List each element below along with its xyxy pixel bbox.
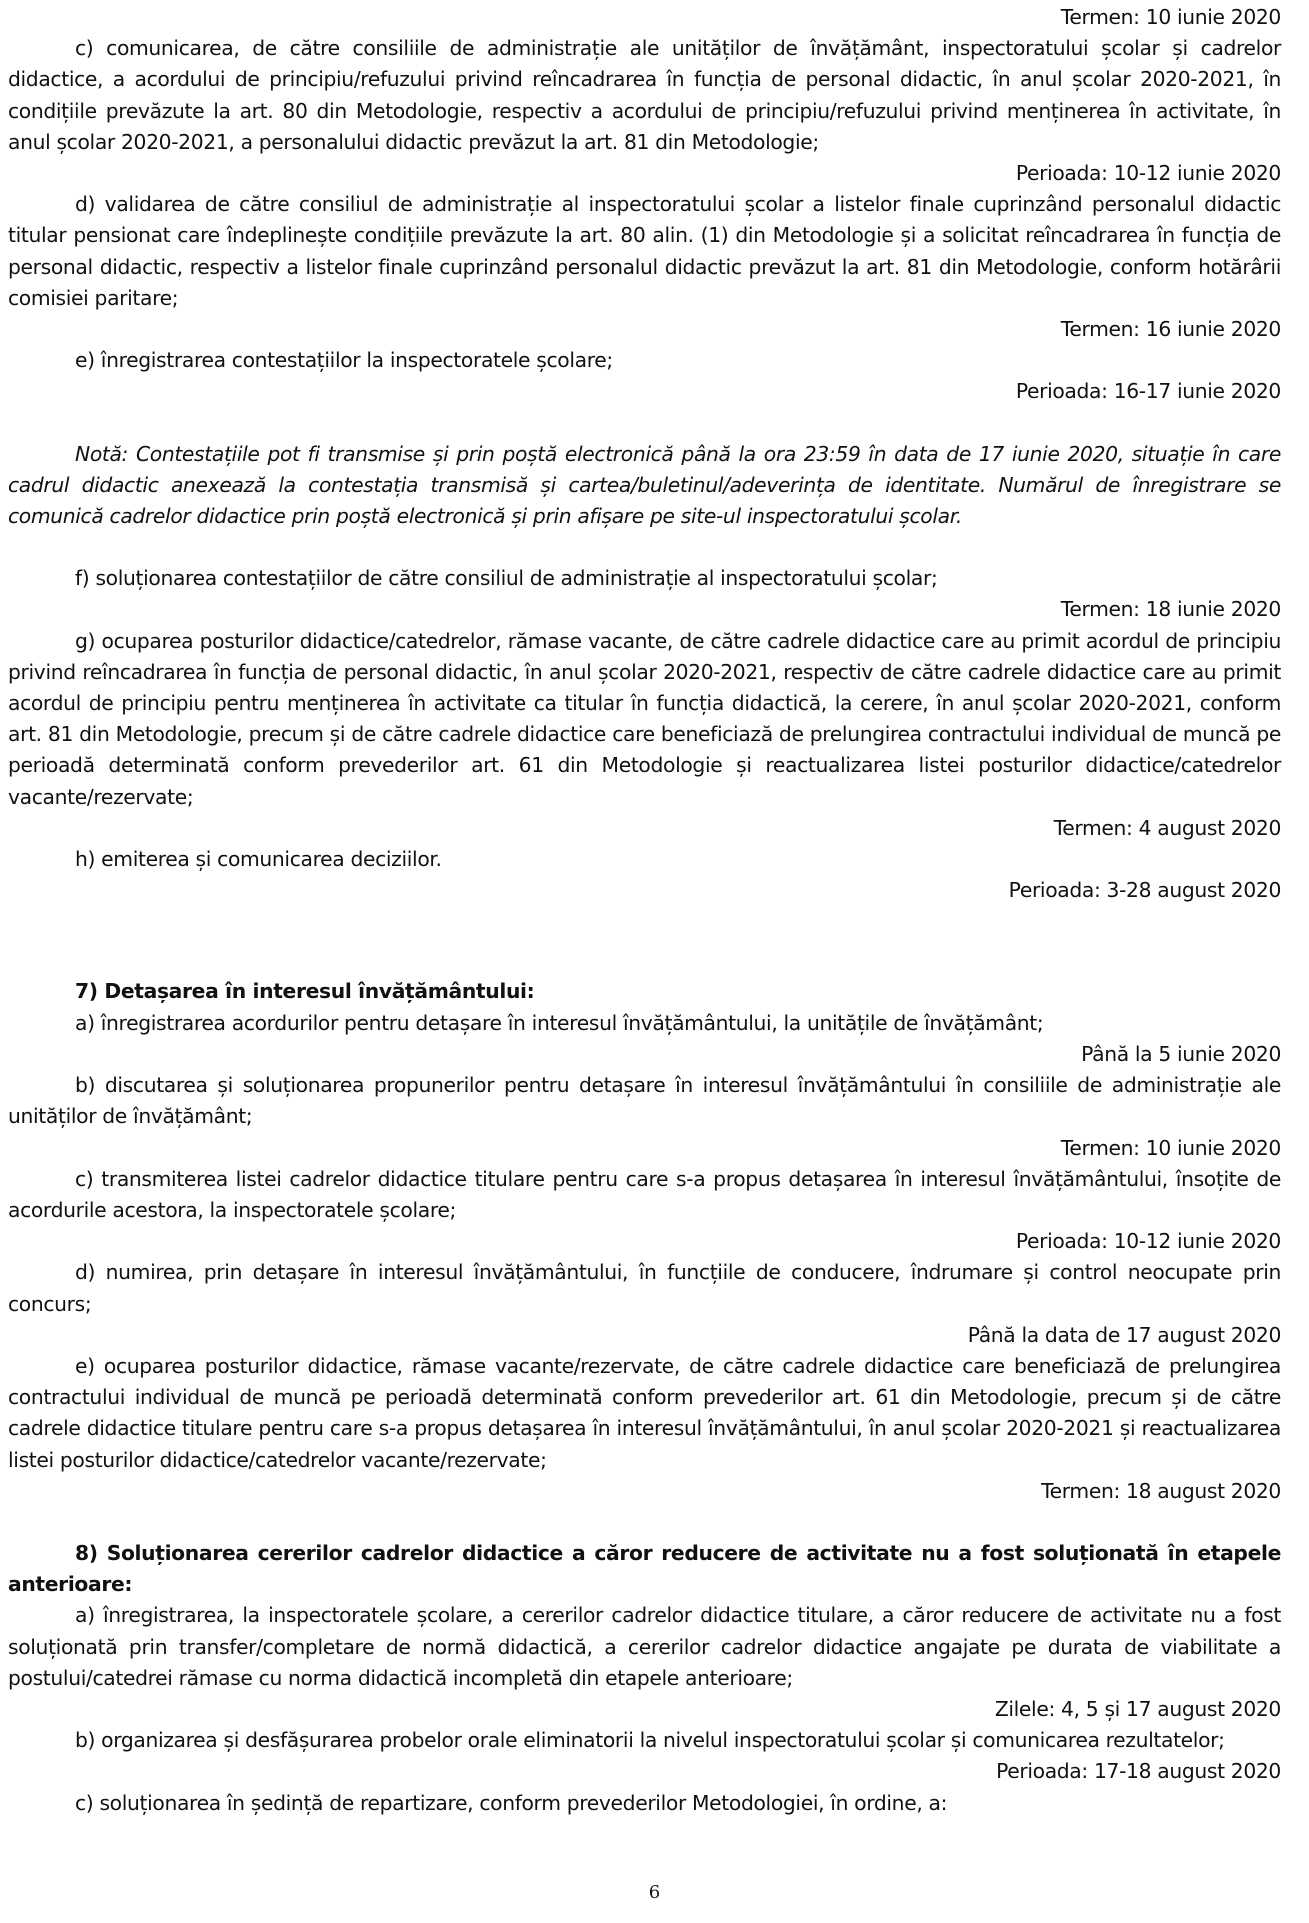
deadline-line: Termen: 18 august 2020 [1041, 1478, 1281, 1503]
list-item-paragraph: h) emiterea și comunicarea deciziilor. [75, 847, 442, 872]
spacer [8, 532, 1281, 563]
deadline-line: Până la 5 iunie 2020 [1081, 1041, 1281, 1066]
list-item-paragraph: e) înregistrarea contestațiilor la inspectoratele școlare; [75, 348, 613, 373]
list-item-paragraph: c) transmiterea listei cadrelor didactice titulare pentru care s-a propus detașarea în interesul învățământului, însoțite de acordurile acestora, la inspectoratele școlare; [8, 1166, 1281, 1222]
list-item-paragraph: d) numirea, prin detașare în interesul învățământului, în funcțiile de conducere, îndrumare și control neocupate prin concurs; [8, 1260, 1281, 1316]
list-item-paragraph: a) înregistrarea, la inspectoratele școlare, a cererilor cadrelor didactice titulare, a căror reducere de activitate nu a fost soluționată prin transfer/completare de normă didactică, a cererilor cadrelor didactice angajate pe durata de viabilitate a postului/catedrei rămase cu norma didactică incompletă din etapele anterioare; [8, 1603, 1281, 1690]
deadline-line: Perioada: 16-17 iunie 2020 [1015, 379, 1281, 404]
deadline-line: Până la data de 17 august 2020 [967, 1322, 1281, 1347]
section-heading: 8) Soluționarea cererilor cadrelor didactice a căror reducere de activitate nu a fost soluționată în etapele anterioare: [8, 1540, 1281, 1597]
document-body [8, 2, 1281, 1819]
list-item-paragraph: d) validarea de către consiliul de administrație al inspectoratului școlar a listelor finale cuprinzând personalul didactic titular pensionat care îndeplinește condițiile prevăzute la art. 80 alin. (1) din Metodologie și a solicitat reîncadrarea în funcția de personal didactic, respectiv a listelor finale cuprinzând personalul didactic prevăzut la art. 81 din Metodologie, conform hotărârii comisiei paritare; [8, 192, 1281, 310]
deadline-line: Termen: 10 iunie 2020 [1060, 5, 1281, 29]
deadline-line: Perioada: 3-28 august 2020 [1008, 878, 1281, 903]
page-number: 6 [648, 1882, 661, 1903]
section-heading: 7) Detașarea în interesul învățământului: [75, 979, 535, 1004]
spacer [8, 906, 1281, 976]
list-item-paragraph: b) organizarea și desfășurarea probelor orale eliminatorii la nivelul inspectoratului școlar și comunicarea rezultatelor; [75, 1728, 1225, 1753]
note-paragraph: Notă: Contestațiile pot fi transmise și prin poștă electronică până la ora 23:59 în data de 17 iunie 2020, situație în care cadrul didactic anexează la contestația transmisă și cartea/buletinul/adeverința de identitate. Numărul de înregistrare se comunică cadrelor didactice prin poștă electronică și prin afișare pe site-ul inspectoratului școlar. [8, 441, 1281, 529]
list-item-paragraph: g) ocuparea posturilor didactice/catedrelor, rămase vacante, de către cadrele didactice care au primit acordul de principiu privind reîncadrarea în funcția de personal didactic, în anul școlar 2020-2021, respectiv de către cadrele didactice care au primit acordul de principiu pentru menținerea în activitate ca titular în funcția didactică, la cerere, în anul școlar 2020-2021, conform art. 81 din Metodologie, precum și de către cadrele didactice care beneficiază de prelungirea contractului individual de muncă pe perioadă determinată conform prevederilor art. 61 din Metodologie și reactualizarea listei posturilor didactice/catedrelor vacante/rezervate; [8, 628, 1281, 809]
deadline-line: Zilele: 4, 5 și 17 august 2020 [994, 1696, 1281, 1721]
list-item-paragraph: a) înregistrarea acordurilor pentru detașare în interesul învățământului, la unitățile de învățământ; [75, 1010, 1044, 1035]
deadline-line: Termen: 4 august 2020 [1053, 815, 1281, 840]
deadline-line: Termen: 16 iunie 2020 [1060, 317, 1281, 342]
spacer [8, 1507, 1281, 1538]
list-item-paragraph: e) ocuparea posturilor didactice, rămase vacante/rezervate, de către cadrele didactice care beneficiază de prelungirea contractului individual de muncă pe perioadă determinată conform prevederilor art. 61 din Metodologie, precum și de către cadrele didactice titulare pentru care s-a propus detașarea în interesul învățământului, în anul școlar 2020-2021 și reactualizarea listei posturilor didactice/catedrelor vacante/rezervate; [8, 1353, 1281, 1472]
list-item-paragraph: b) discutarea și soluționarea propunerilor pentru detașare în interesul învățământului în consiliile de administrație ale unităților de învățământ; [8, 1073, 1281, 1129]
deadline-line: Termen: 18 iunie 2020 [1060, 597, 1281, 622]
list-item-paragraph: c) comunicarea, de către consiliile de administrație ale unităților de învățământ, inspectoratului școlar și cadrelor didactice, a acordului de principiu/refuzului privind reîncadrarea în funcția de personal didactic, în anul școlar 2020-2021, în condițiile prevăzute la art. 80 din Metodologie, respectiv a acordului de principiu/refuzului privind menținerea în activitate, în anul școlar 2020-2021, a personalului didactic prevăzut la art. 81 din Metodologie; [8, 36, 1281, 154]
deadline-line: Termen: 10 iunie 2020 [1060, 1135, 1281, 1160]
deadline-line: Perioada: 10-12 iunie 2020 [1015, 1229, 1281, 1254]
spacer [8, 408, 1281, 439]
deadline-line: Perioada: 17-18 august 2020 [996, 1759, 1281, 1784]
deadline-line: Perioada: 10-12 iunie 2020 [1015, 161, 1281, 186]
list-item-paragraph: f) soluționarea contestațiilor de către consiliul de administrație al inspectoratului școlar; [75, 566, 938, 591]
list-item-paragraph: c) soluționarea în ședință de repartizare, conform prevederilor Metodologiei, în ordine, a: [75, 1790, 948, 1815]
